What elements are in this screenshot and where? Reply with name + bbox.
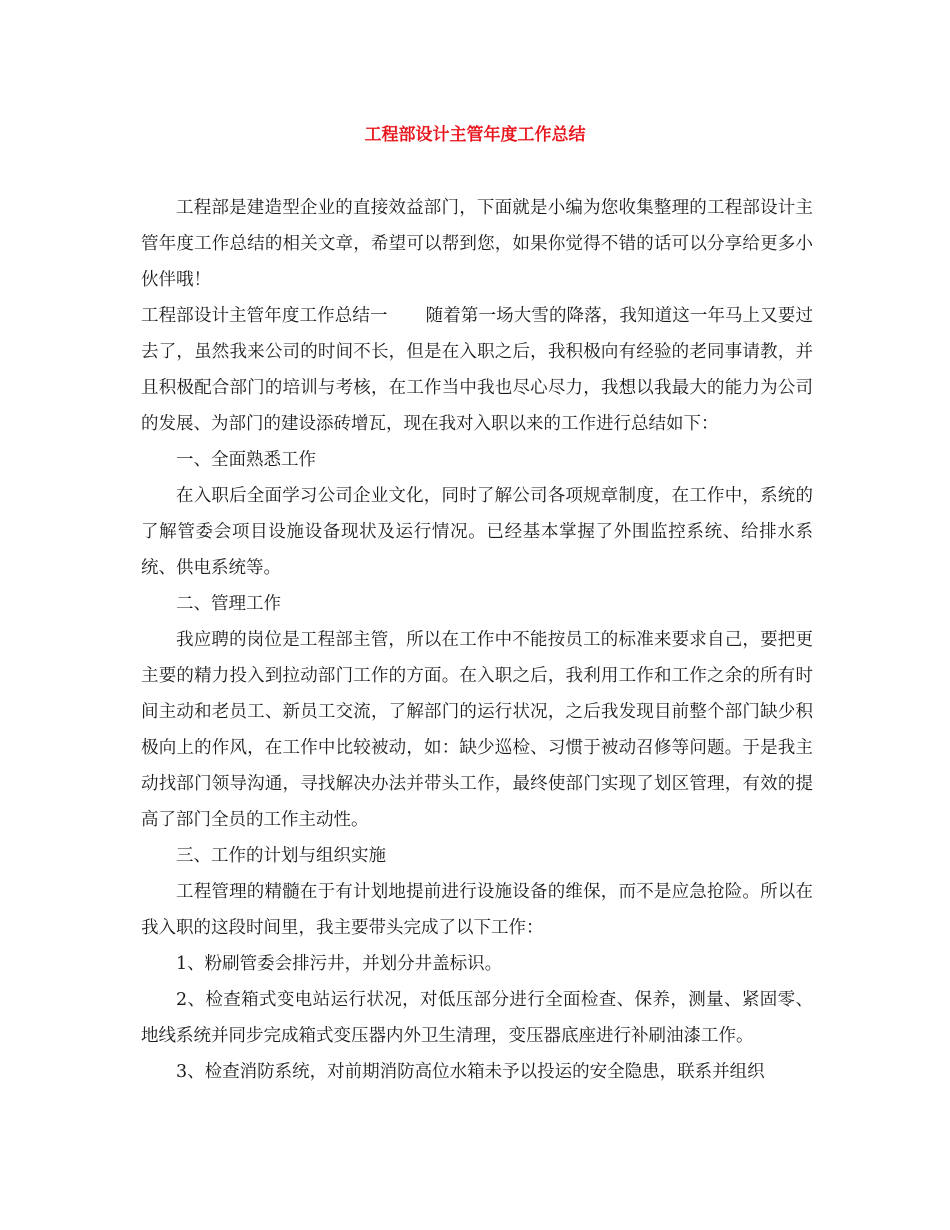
section-heading-2: 二、管理工作 xyxy=(176,594,281,614)
section-heading-3: 三、工作的计划与组织实施 xyxy=(176,846,386,866)
section-paragraph-2: 我应聘的岗位是工程部主管，所以在工作中不能按员工的标准来要求自己，要把更主要的精力投入到拉动部门工作的方面。在入职之后，我利用工作和工作之余的所有时间主动和老员工、新员工交流，了解部门的运行状况，之后我发现目前整个部门缺少积极向上的作风，在工作中比较被动，如：缺少巡检、习惯于被动召修等问题。于是我主动找部门领导沟通，寻找解决办法并带头工作，最终使部门实现了划区管理，有效的提高了部门全员的工作主动性。 xyxy=(141,630,813,830)
part-one-heading: 工程部设计主管年度工作总结一 xyxy=(141,306,388,326)
section-paragraph-3: 工程管理的精髓在于有计划地提前进行设施设备的维保，而不是应急抢险。所以在我入职的这段时间里，我主要带头完成了以下工作： xyxy=(141,882,813,938)
list-item-3: 3、检查消防系统，对前期消防高位水箱未予以投运的安全隐患，联系并组织 xyxy=(176,1062,765,1082)
document-body xyxy=(141,190,813,1090)
intro-paragraph: 工程部是建造型企业的直接效益部门，下面就是小编为您收集整理的工程部设计主管年度工作总结的相关文章，希望可以帮到您，如果你觉得不错的话可以分享给更多小伙伴哦！ xyxy=(141,198,813,290)
list-item-2: 2、检查箱式变电站运行状况，对低压部分进行全面检查、保养，测量、紧固零、地线系统并同步完成箱式变压器内外卫生清理，变压器底座进行补刷油漆工作。 xyxy=(141,990,813,1046)
section-paragraph-1: 在入职后全面学习公司企业文化，同时了解公司各项规章制度，在工作中，系统的了解管委会项目设施设备现状及运行情况。已经基本掌握了外围监控系统、给排水系统、供电系统等。 xyxy=(141,486,813,578)
section-heading-1: 一、全面熟悉工作 xyxy=(176,450,316,470)
document-title: 工程部设计主管年度工作总结 xyxy=(364,125,586,145)
part-one-opening: 随着第一场大雪的降落，我知道这一年马上又要过去了，虽然我来公司的时间不长，但是在入职之后，我积极向有经验的老同事请教，并且积极配合部门的培训与考核，在工作当中我也尽心尽力，我想以我最大的能力为公司的发展、为部门的建设添砖增瓦，现在我对入职以来的工作进行总结如下： xyxy=(141,306,814,434)
list-item-1: 1、粉刷管委会排污井，并划分井盖标识。 xyxy=(176,954,503,974)
part-one-paragraph xyxy=(141,298,813,442)
